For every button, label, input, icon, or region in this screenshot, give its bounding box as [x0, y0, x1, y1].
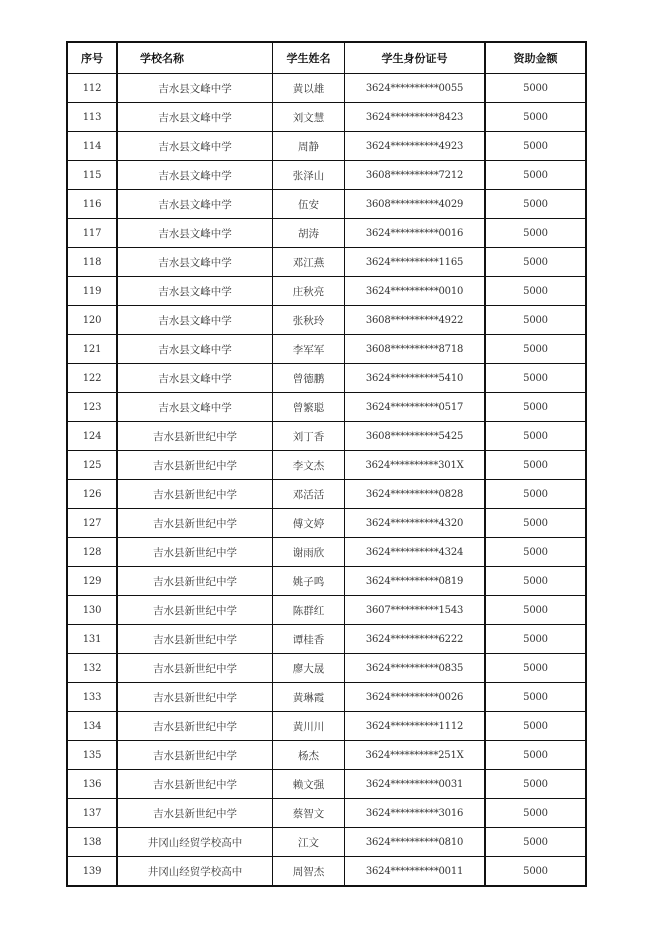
table-row: [67, 654, 586, 683]
cell-school: 吉水县文峰中学: [117, 393, 273, 422]
table-row: [67, 770, 586, 799]
cell-amount: 5000: [485, 335, 586, 364]
table-row: [67, 683, 586, 712]
cell-name: 李军军: [273, 335, 345, 364]
cell-amount: 5000: [485, 567, 586, 596]
cell-amount: 5000: [485, 480, 586, 509]
cell-amount: 5000: [485, 422, 586, 451]
cell-amount: 5000: [485, 219, 586, 248]
cell-amount: 5000: [485, 161, 586, 190]
cell-id: 3607**********1543: [345, 596, 486, 625]
cell-no: 132: [67, 654, 117, 683]
cell-amount: 5000: [485, 364, 586, 393]
cell-no: 120: [67, 306, 117, 335]
cell-name: 蔡智文: [273, 799, 345, 828]
cell-no: 139: [67, 857, 117, 887]
cell-name: 赖文强: [273, 770, 345, 799]
cell-school: 吉水县新世纪中学: [117, 712, 273, 741]
table-row: [67, 161, 586, 190]
cell-no: 127: [67, 509, 117, 538]
cell-no: 115: [67, 161, 117, 190]
table-row: [67, 306, 586, 335]
cell-no: 114: [67, 132, 117, 161]
cell-name: 陈群红: [273, 596, 345, 625]
cell-id: 3608**********7212: [345, 161, 486, 190]
cell-school: 吉水县新世纪中学: [117, 770, 273, 799]
cell-id: 3624**********1112: [345, 712, 486, 741]
cell-id: 3624**********4923: [345, 132, 486, 161]
cell-name: 刘文慧: [273, 103, 345, 132]
cell-amount: 5000: [485, 770, 586, 799]
cell-amount: 5000: [485, 654, 586, 683]
cell-school: 吉水县新世纪中学: [117, 422, 273, 451]
table-row: [67, 335, 586, 364]
cell-no: 133: [67, 683, 117, 712]
table-row: [67, 422, 586, 451]
table-row: [67, 538, 586, 567]
cell-name: 黄琳霞: [273, 683, 345, 712]
table-row: [67, 857, 586, 887]
cell-no: 117: [67, 219, 117, 248]
cell-no: 137: [67, 799, 117, 828]
cell-school: 吉水县文峰中学: [117, 335, 273, 364]
cell-id: 3624**********0026: [345, 683, 486, 712]
cell-no: 128: [67, 538, 117, 567]
table-row: [67, 596, 586, 625]
cell-amount: 5000: [485, 596, 586, 625]
table-row: [67, 828, 586, 857]
cell-id: 3624**********4324: [345, 538, 486, 567]
table-row: [67, 364, 586, 393]
cell-id: 3624**********5410: [345, 364, 486, 393]
cell-no: 116: [67, 190, 117, 219]
cell-school: 吉水县新世纪中学: [117, 654, 273, 683]
cell-no: 131: [67, 625, 117, 654]
cell-amount: 5000: [485, 74, 586, 103]
cell-name: 姚子鸣: [273, 567, 345, 596]
cell-name: 周智杰: [273, 857, 345, 887]
cell-id: 3624**********0517: [345, 393, 486, 422]
table-row: [67, 74, 586, 103]
table-row: [67, 132, 586, 161]
cell-no: 125: [67, 451, 117, 480]
cell-id: 3608**********4922: [345, 306, 486, 335]
cell-id: 3624**********0835: [345, 654, 486, 683]
cell-no: 113: [67, 103, 117, 132]
cell-school: 吉水县文峰中学: [117, 132, 273, 161]
cell-id: 3624**********0828: [345, 480, 486, 509]
cell-school: 吉水县文峰中学: [117, 74, 273, 103]
cell-amount: 5000: [485, 132, 586, 161]
cell-name: 张泽山: [273, 161, 345, 190]
cell-name: 曾繁聪: [273, 393, 345, 422]
cell-name: 邓江燕: [273, 248, 345, 277]
table-body: [67, 74, 586, 887]
cell-school: 吉水县新世纪中学: [117, 509, 273, 538]
table-row: [67, 190, 586, 219]
table-row: [67, 248, 586, 277]
header-school: 学校名称: [117, 42, 273, 74]
cell-school: 吉水县文峰中学: [117, 277, 273, 306]
cell-school: 吉水县新世纪中学: [117, 741, 273, 770]
cell-amount: 5000: [485, 103, 586, 132]
cell-id: 3624**********0016: [345, 219, 486, 248]
cell-name: 谭桂香: [273, 625, 345, 654]
cell-amount: 5000: [485, 393, 586, 422]
table-row: [67, 277, 586, 306]
cell-amount: 5000: [485, 828, 586, 857]
cell-no: 121: [67, 335, 117, 364]
cell-id: 3624**********3016: [345, 799, 486, 828]
cell-school: 吉水县新世纪中学: [117, 596, 273, 625]
table-row: [67, 451, 586, 480]
cell-amount: 5000: [485, 625, 586, 654]
cell-amount: 5000: [485, 538, 586, 567]
cell-name: 胡涛: [273, 219, 345, 248]
cell-school: 吉水县新世纪中学: [117, 683, 273, 712]
table-row: [67, 509, 586, 538]
cell-school: 吉水县文峰中学: [117, 248, 273, 277]
header-name: 学生姓名: [273, 42, 345, 74]
cell-no: 118: [67, 248, 117, 277]
cell-name: 杨杰: [273, 741, 345, 770]
cell-no: 138: [67, 828, 117, 857]
cell-no: 119: [67, 277, 117, 306]
header-no: 序号: [67, 42, 117, 74]
cell-school: 吉水县文峰中学: [117, 364, 273, 393]
cell-school: 井冈山经贸学校高中: [117, 857, 273, 887]
cell-id: 3608**********4029: [345, 190, 486, 219]
table-row: [67, 480, 586, 509]
cell-school: 吉水县新世纪中学: [117, 625, 273, 654]
cell-amount: 5000: [485, 306, 586, 335]
header-id: 学生身份证号: [345, 42, 486, 74]
cell-school: 吉水县文峰中学: [117, 161, 273, 190]
header-amount: 资助金额: [485, 42, 586, 74]
cell-name: 黄以雄: [273, 74, 345, 103]
cell-school: 吉水县文峰中学: [117, 219, 273, 248]
table-row: [67, 219, 586, 248]
cell-name: 傅文婷: [273, 509, 345, 538]
cell-school: 井冈山经贸学校高中: [117, 828, 273, 857]
cell-id: 3624**********301X: [345, 451, 486, 480]
cell-no: 135: [67, 741, 117, 770]
table-row: [67, 567, 586, 596]
cell-id: 3624**********251X: [345, 741, 486, 770]
cell-amount: 5000: [485, 799, 586, 828]
table-row: [67, 741, 586, 770]
funding-table: [66, 41, 587, 887]
cell-no: 136: [67, 770, 117, 799]
cell-amount: 5000: [485, 857, 586, 887]
cell-no: 123: [67, 393, 117, 422]
cell-name: 李文杰: [273, 451, 345, 480]
cell-school: 吉水县文峰中学: [117, 190, 273, 219]
cell-id: 3624**********6222: [345, 625, 486, 654]
table-row: [67, 625, 586, 654]
cell-id: 3624**********0010: [345, 277, 486, 306]
cell-name: 黄川川: [273, 712, 345, 741]
table-row: [67, 712, 586, 741]
cell-name: 邓活活: [273, 480, 345, 509]
cell-school: 吉水县文峰中学: [117, 103, 273, 132]
cell-id: 3624**********0055: [345, 74, 486, 103]
cell-no: 130: [67, 596, 117, 625]
cell-name: 周静: [273, 132, 345, 161]
cell-name: 曾德鹏: [273, 364, 345, 393]
cell-amount: 5000: [485, 509, 586, 538]
cell-school: 吉水县新世纪中学: [117, 538, 273, 567]
cell-amount: 5000: [485, 451, 586, 480]
cell-school: 吉水县文峰中学: [117, 306, 273, 335]
cell-id: 3624**********0819: [345, 567, 486, 596]
cell-id: 3608**********8718: [345, 335, 486, 364]
cell-name: 谢雨欣: [273, 538, 345, 567]
cell-amount: 5000: [485, 277, 586, 306]
cell-no: 126: [67, 480, 117, 509]
cell-id: 3624**********8423: [345, 103, 486, 132]
cell-school: 吉水县新世纪中学: [117, 799, 273, 828]
table-header-row: [67, 42, 586, 74]
cell-amount: 5000: [485, 741, 586, 770]
cell-name: 庄秋亮: [273, 277, 345, 306]
table-row: [67, 103, 586, 132]
cell-no: 129: [67, 567, 117, 596]
cell-name: 刘丁香: [273, 422, 345, 451]
cell-id: 3624**********0031: [345, 770, 486, 799]
cell-name: 伍安: [273, 190, 345, 219]
cell-no: 122: [67, 364, 117, 393]
cell-amount: 5000: [485, 190, 586, 219]
cell-id: 3624**********0011: [345, 857, 486, 887]
cell-id: 3624**********4320: [345, 509, 486, 538]
cell-no: 134: [67, 712, 117, 741]
cell-amount: 5000: [485, 248, 586, 277]
table-row: [67, 799, 586, 828]
cell-id: 3624**********0810: [345, 828, 486, 857]
cell-amount: 5000: [485, 712, 586, 741]
table-row: [67, 393, 586, 422]
cell-no: 112: [67, 74, 117, 103]
cell-amount: 5000: [485, 683, 586, 712]
cell-school: 吉水县新世纪中学: [117, 567, 273, 596]
cell-name: 张秋玲: [273, 306, 345, 335]
cell-name: 廖大晟: [273, 654, 345, 683]
cell-no: 124: [67, 422, 117, 451]
cell-school: 吉水县新世纪中学: [117, 451, 273, 480]
cell-id: 3624**********1165: [345, 248, 486, 277]
cell-id: 3608**********5425: [345, 422, 486, 451]
cell-school: 吉水县新世纪中学: [117, 480, 273, 509]
cell-name: 江文: [273, 828, 345, 857]
